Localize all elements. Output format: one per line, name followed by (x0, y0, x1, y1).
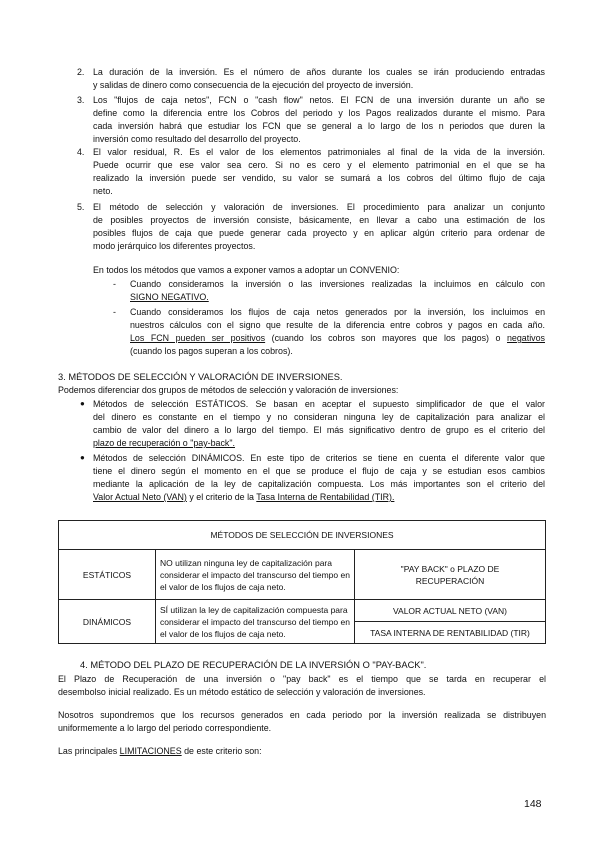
convenio-line: Cuando consideramos los flujos de caja netos generados por la inversión, los incluimos en (130, 307, 545, 317)
paragraph-line: El Plazo de Recuperación de una inversión o "pay back" es el tiempo que se tarda en recuperar el (58, 674, 546, 684)
page-number: 148 (524, 798, 542, 810)
dynamic-method-tir: TASA INTERNA DE RENTABILIDAD (TIR) (355, 622, 546, 644)
section-intro: Podemos diferenciar dos grupos de métodos de selección y valoración de inversiones: (58, 385, 399, 395)
underlined-text: Tasa Interna de Rentabilidad (TIR). (256, 492, 395, 502)
bullet-icon: ● (80, 399, 85, 408)
bullet-line (93, 491, 545, 503)
convenio-line (130, 332, 545, 344)
paragraph-line: Nosotros supondremos que los recursos generados en cada periodo por la inversión realizada se distribuyen (58, 710, 546, 720)
dash-marker: - (113, 279, 116, 289)
paragraph-line (58, 745, 546, 757)
static-method: "PAY BACK" o PLAZO DE RECUPERACIÓN (355, 550, 546, 600)
list-number: 3. (77, 95, 85, 105)
list-line: Puede ocurrir que ese valor sea cero. Si no es cero y el elemento patrimonial en el que se ha (93, 160, 545, 170)
list-number: 4. (77, 147, 85, 157)
list-line: inversión como resultado del desarrollo del proyecto. (93, 134, 301, 144)
dynamic-label: DINÁMICOS (59, 600, 156, 644)
section-title: 3. MÉTODOS DE SELECCIÓN Y VALORACIÓN DE INVERSIONES. (58, 372, 343, 382)
paragraph-line: uniformemente a lo largo del periodo correspondiente. (58, 723, 272, 733)
dynamic-description: SÍ utilizan la ley de capitalización compuesta para considerar el impacto del transcurso del tiempo en el valor de los flujos de caja neto. (156, 600, 355, 644)
methods-table (58, 520, 546, 644)
convenio-line: nuestros cálculos con el signo que resulte de la diferencia entre cobros y pagos en cada año. (130, 320, 545, 330)
underlined-text: Los FCN pueden ser positivos (130, 333, 266, 343)
list-line: modo jerárquico los diferentes proyectos. (93, 241, 256, 251)
bullet-line: Métodos de selección ESTÁTICOS. Se basan en aceptar el supuesto simplificador de que el valor (93, 399, 545, 409)
underlined-text: Valor Actual Neto (VAN) (93, 492, 187, 502)
static-description: NO utilizan ninguna ley de capitalización para considerar el impacto del transcurso del tiempo en el valor de los flujos de caja neto. (156, 550, 355, 600)
underlined-text: SIGNO NEGATIVO. (130, 292, 209, 302)
list-line: realizado la inversión puede ser vendido, su valor se sumará a los cobros del último flujo de caja (93, 173, 545, 183)
list-line: de posibles proyectos de inversión consiste, básicamente, en llevar a cabo una estimación de los (93, 215, 545, 225)
static-label: ESTÁTICOS (59, 550, 156, 600)
section-title: 4. MÉTODO DEL PLAZO DE RECUPERACIÓN DE LA INVERSIÓN O "PAY-BACK". (80, 660, 427, 670)
list-line: El valor residual, R. Es el valor de los elementos patrimoniales al final de la vida de la inversión. (93, 147, 545, 157)
convenio-line: Cuando consideramos la inversión o las inversiones realizadas la incluimos en cálculo con (130, 279, 545, 289)
list-line: posibles flujos de caja que puede generar cada proyecto y en aplicar algún criterio para ordenar de (93, 228, 545, 238)
dash-marker: - (113, 307, 116, 317)
inline-text: Las principales (58, 746, 120, 756)
dynamic-method-van: VALOR ACTUAL NETO (VAN) (355, 600, 546, 622)
inline-text: y el criterio de la (186, 492, 257, 502)
inline-text: de este criterio son: (181, 746, 262, 756)
underlined-text: negativos (507, 333, 545, 343)
underlined-text: LIMITACIONES (119, 746, 182, 756)
table-header: MÉTODOS DE SELECCIÓN DE INVERSIONES (59, 521, 546, 550)
bullet-line: tiene el dinero según el momento en el que se produce el flujo de caja y se estudian esos cambios (93, 466, 545, 476)
list-line: cada inversión habrá que estudiar los FCN que se general a lo largo de los n periodos que duren la (93, 121, 545, 131)
table-row (59, 521, 546, 550)
list-line: El método de selección y valoración de inversiones. El procedimiento para analizar un conjunto (93, 202, 545, 212)
list-line: Los "flujos de caja netos", FCN o "cash flow" netos. El FCN de una inversión durante un año se (93, 95, 545, 105)
list-number: 5. (77, 202, 85, 212)
paragraph-line: desembolso inicial realizado. Es un método estático de selección y valoración de inversiones. (58, 687, 426, 697)
underlined-text: plazo de recuperación o "pay-back". (93, 438, 235, 448)
convenio-line-underlined (130, 291, 545, 303)
bullet-icon: ● (80, 453, 85, 462)
bullet-line: cambio de valor del dinero a lo largo del tiempo. El más significativo dentro de grupo es el criterio del (93, 425, 545, 435)
list-line: y salidas de dinero como consecuencia de la ejecución del proyecto de inversión. (93, 80, 414, 90)
convenio-intro: En todos los métodos que vamos a exponer vamos a adoptar un CONVENIO: (93, 265, 400, 275)
list-line: La duración de la inversión. Es el número de años durante los cuales se irán produciendo entradas (93, 67, 545, 77)
convenio-line: (cuando los pagos superan a los cobros). (130, 346, 293, 356)
list-line: define como la diferencia entre los Cobros del periodo y los Pagos realizados durante el mismo. Para (93, 108, 545, 118)
bullet-line: Métodos de selección DINÁMICOS. En este tipo de criterios se tiene en cuenta el diferente valor que (93, 453, 545, 463)
bullet-line: del dinero es constante en el tiempo y no consideran ninguna ley de capitalización para analizar el (93, 412, 545, 422)
bullet-line (93, 437, 545, 449)
bullet-line: mediante la aplicación de la ley de capitalización compuesta. Los más importantes son el criterio del (93, 479, 545, 489)
table-row (59, 550, 546, 600)
inline-text: (cuando los cobros son mayores que los pagos) o (265, 333, 507, 343)
list-line: neto. (93, 186, 113, 196)
list-number: 2. (77, 67, 85, 77)
table-row (59, 600, 546, 622)
